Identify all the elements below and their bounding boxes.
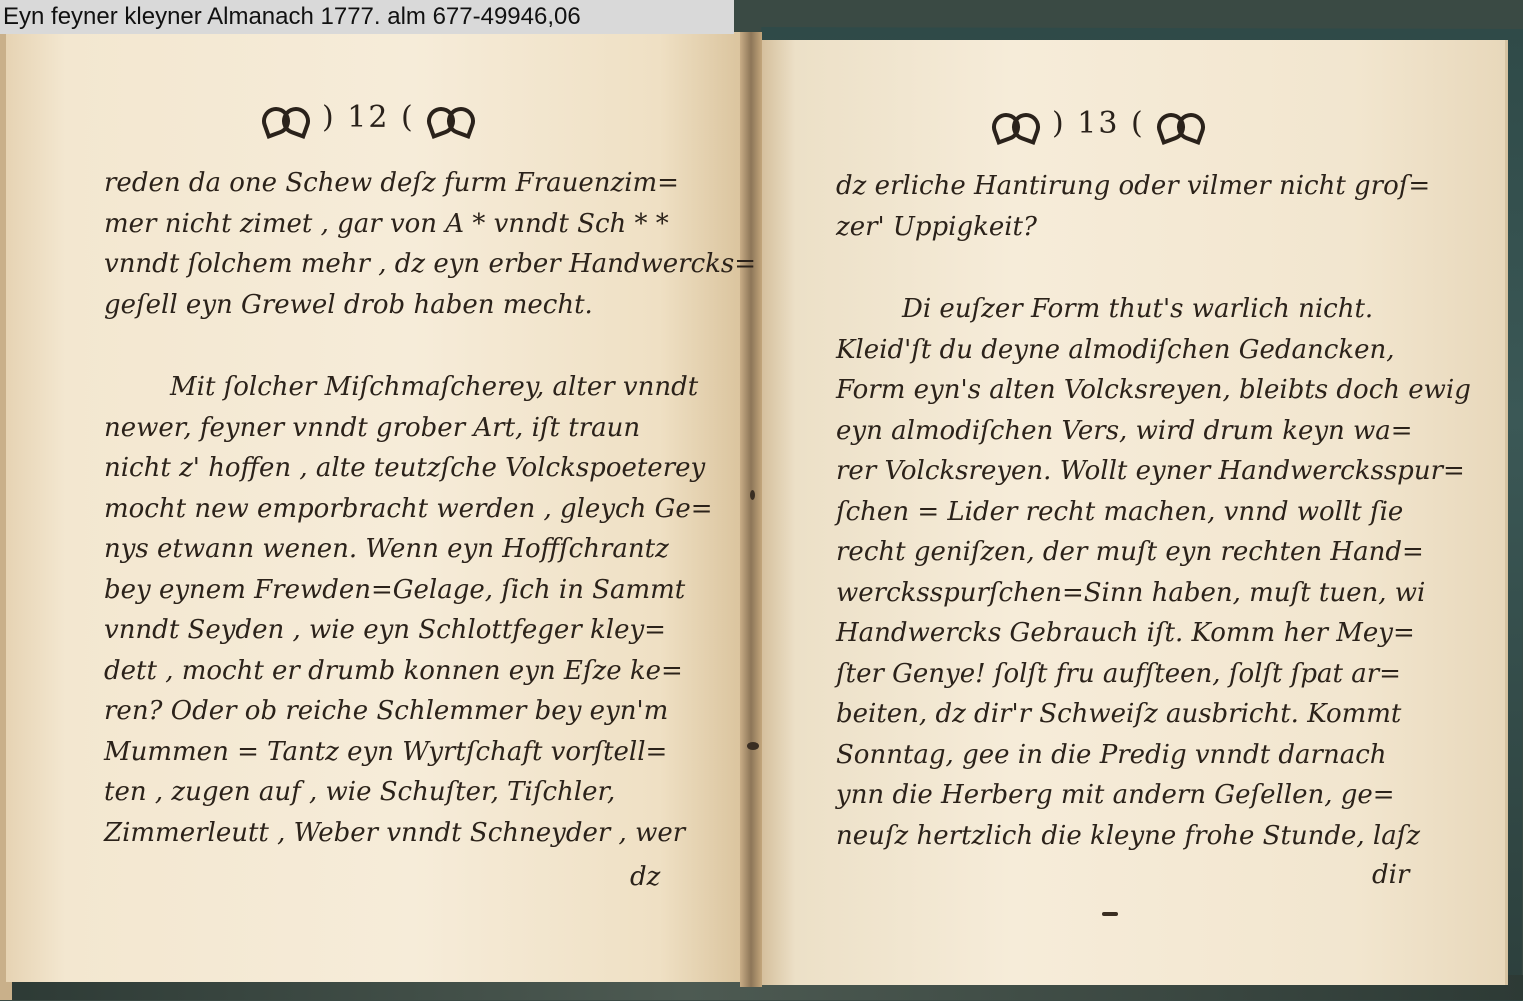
paper-speck — [750, 490, 755, 500]
paper-speck — [747, 742, 759, 750]
left-page-number: ) 12 ( — [322, 100, 415, 135]
text-line: Handwercks Gebrauch iſt. Komm her Mey= — [836, 618, 1415, 648]
right-page-header — [992, 106, 1205, 141]
text-line: ren? Oder ob reiche Schlemmer bey eyn'm — [104, 696, 669, 726]
ornament-icon — [262, 101, 310, 135]
ornament-icon — [427, 101, 475, 135]
text-line: vnndt ſolchem mehr , dz eyn erber Handwercks= — [104, 249, 757, 279]
left-catchword: dz — [630, 862, 661, 892]
left-page-text — [104, 163, 756, 853]
text-line: rer Volcksreyen. Wollt eyner Handwercksspur= — [836, 456, 1465, 486]
right-page-text — [836, 166, 1471, 856]
text-line: mer nicht zimet , gar von A * vnndt Sch * * — [104, 208, 669, 239]
text-line: newer, feyner vnndt grober Art, iſt traun — [104, 412, 641, 443]
text-line: recht geniſzen, der muſt eyn rechten Hand= — [836, 537, 1424, 567]
right-page-number: ) 13 ( — [1052, 106, 1145, 141]
text-line: geſell eyn Grewel drob haben mecht. — [104, 289, 593, 320]
text-line: Zimmerleutt , Weber vnndt Schneyder , wer — [104, 817, 686, 848]
text-line: ſchen = Lider recht machen, vnnd wollt ſie — [836, 496, 1404, 527]
text-line: nicht z' hoffen , alte teutzſche Volckspoeterey — [104, 453, 706, 483]
text-line: mocht new emporbracht werden , gleych Ge= — [104, 493, 713, 524]
text-line: Kleid'ſt du deyne almodiſchen Gedancken, — [836, 334, 1395, 365]
text-line: wercksspurſchen=Sinn haben, muſt tuen, wi — [836, 577, 1426, 608]
text-line: bey eynem Frewden=Gelage, ſich in Sammt — [104, 574, 686, 605]
text-line: ſter Genye! ſolſt fru aufſteen, ſolſt ſpat ar= — [836, 658, 1401, 689]
text-line: ten , zugen auf , wie Schuſter, Tiſchler, — [104, 777, 616, 807]
text-line: Di euſzer Form thut's warlich nicht. — [902, 294, 1374, 324]
ornament-icon — [1157, 107, 1205, 141]
text-line: eyn almodiſchen Vers, wird drum keyn wa= — [836, 415, 1413, 446]
text-line: dz erliche Hantirung oder vilmer nicht groſ= — [836, 171, 1431, 201]
text-line: nys etwann wenen. Wenn eyn Hoffſchrantz — [104, 534, 669, 564]
text-line: vnndt Seyden , wie eyn Schlottfeger kley= — [104, 615, 666, 645]
text-line: neuſz hertzlich die kleyne frohe Stunde, laſz — [836, 820, 1421, 851]
text-line: Sonntag, gee in die Predig vnndt darnach — [836, 739, 1387, 770]
text-line: zer' Uppigkeit? — [836, 211, 1037, 242]
ornament-icon — [992, 107, 1040, 141]
text-line: beiten, dz dir'r Schweiſz ausbricht. Kommt — [836, 699, 1402, 729]
paper-speck — [1102, 912, 1118, 916]
text-line: Form eyn's alten Volcksreyen, bleibts doch ewig — [836, 375, 1471, 405]
text-line: ynn die Herberg mit andern Geſellen, ge= — [836, 780, 1395, 810]
text-line: Mit ſolcher Miſchmaſcherey, alter vnndt — [170, 372, 699, 402]
left-page-header — [262, 100, 475, 135]
image-caption: Eyn feyner kleyner Almanach 1777. alm 677-49946,06 — [0, 0, 734, 34]
right-catchword: dir — [1372, 860, 1410, 890]
text-line: dett , mocht er drumb konnen eyn Eſze ke= — [104, 655, 683, 686]
text-line: reden da one Schew deſz furm Frauenzim= — [104, 168, 679, 198]
text-line: Mummen = Tantz eyn Wyrtſchaft vorſtell= — [104, 736, 668, 767]
